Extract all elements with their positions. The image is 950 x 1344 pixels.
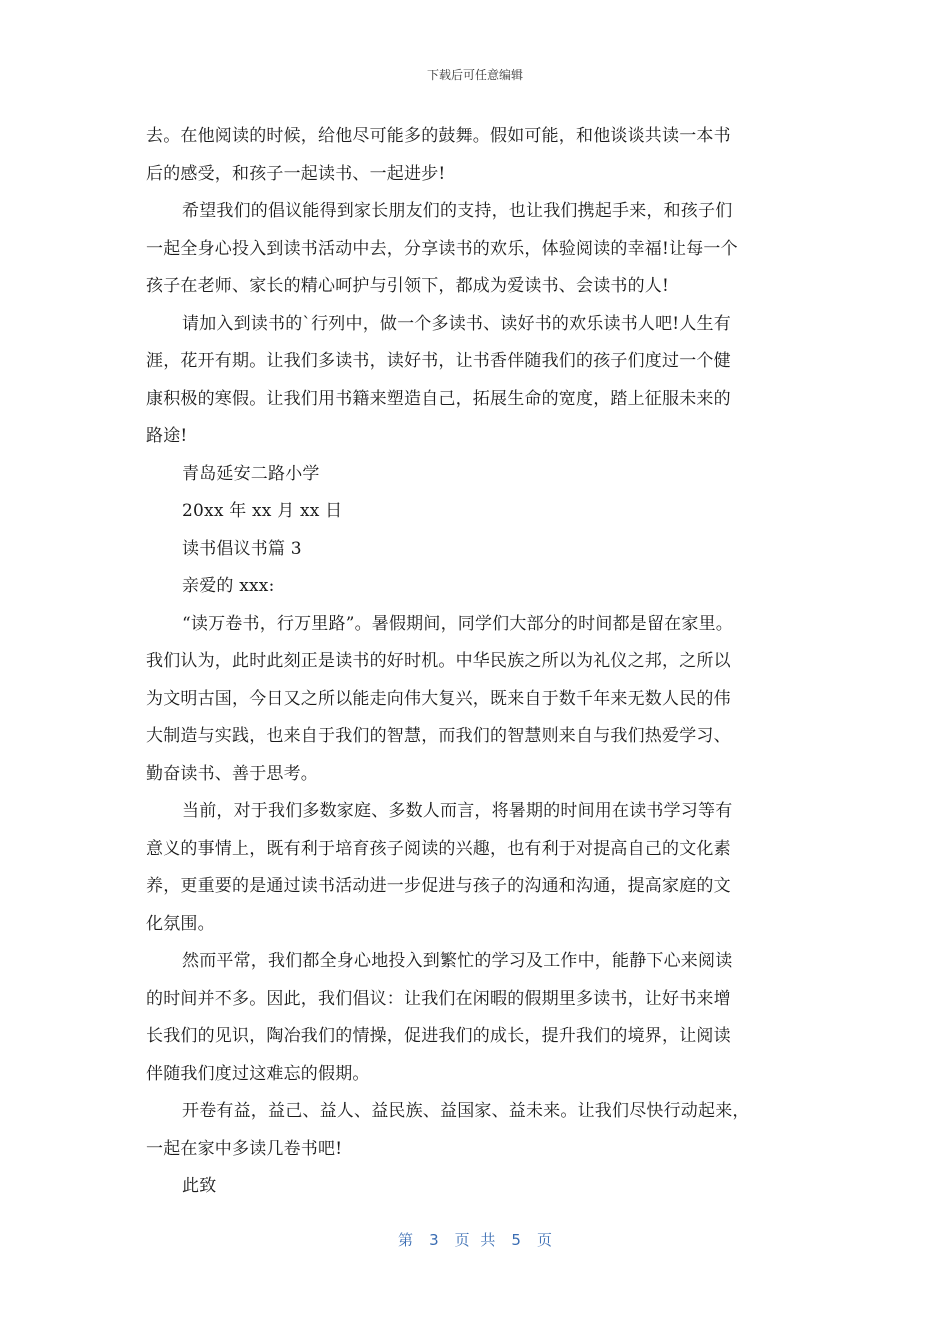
text-line: 涯，花开有期。让我们多读书，读好书，让书香伴随我们的孩子们度过一个健 — [146, 351, 731, 371]
text-line: 意义的事情上，既有利于培育孩子阅读的兴趣，也有利于对提高自己的文化素 — [146, 838, 731, 859]
paragraph-start: 然而平常，我们都全身心地投入到繁忙的学习及工作中，能静下心来阅读 — [182, 951, 733, 971]
paragraph-start: “读万卷书，行万里路”。暑假期间，同学们大部分的时间都是留在家里。 — [182, 613, 733, 634]
text-line: 长我们的见识，陶冶我们的情操，促进我们的成长，提升我们的境界，让阅读 — [146, 1026, 731, 1046]
text-line: 养，更重要的是通过读书活动进一步促进与孩子的沟通和沟通，提高家庭的文 — [146, 876, 731, 896]
text-line: 勤奋读书、善于思考。 — [146, 763, 318, 784]
paragraph-start: 当前，对于我们多数家庭、多数人而言，将暑期的时间用在读书学习等有 — [182, 801, 733, 821]
total-pages: 5 — [511, 1231, 521, 1249]
text-line: 孩子在老师、家长的精心呵护与引领下，都成为爱读书、会读书的人! — [146, 276, 670, 296]
paragraph-start: 开卷有益，益己、益人、益民族、益国家、益未来。让我们尽快行动起来， — [182, 1101, 750, 1121]
page-label: 第 — [398, 1231, 414, 1249]
signature-date: 20xx 年 xx 月 xx 日 — [182, 501, 343, 521]
text-line: 化氛围。 — [146, 913, 215, 934]
closing-salutation: 此致 — [182, 1176, 217, 1196]
document-body — [146, 118, 810, 1206]
paragraph-start: 请加入到读书的`行列中，做一个多读书、读好书的欢乐读书人吧!人生有 — [182, 313, 731, 334]
text-line: 康积极的寒假。让我们用书籍来塑造自己，拓展生命的宽度，踏上征服未来的 — [146, 388, 731, 409]
salutation: 亲爱的 xxx: — [182, 576, 275, 596]
text-line: 后的感受，和孩子一起读书、一起进步! — [146, 163, 446, 184]
text-line: 伴随我们度过这难忘的假期。 — [146, 1063, 370, 1084]
section-title: 读书倡议书篇 3 — [182, 538, 302, 559]
text-line: 大制造与实践，也来自于我们的智慧，而我们的智慧则来自与我们热爱学习、 — [146, 726, 731, 746]
text-line: 一起全身心投入到读书活动中去，分享读书的欢乐，体验阅读的幸福!让每一个 — [146, 238, 738, 259]
page-footer — [0, 1229, 950, 1250]
text-line: 为文明古国，今日又之所以能走向伟大复兴，既来自于数千年来无数人民的伟 — [146, 688, 731, 709]
page-number: 3 — [429, 1231, 439, 1249]
signature-school: 青岛延安二路小学 — [182, 463, 320, 484]
text-line: 去。在他阅读的时候，给他尽可能多的鼓舞。假如可能，和他谈谈共读一本书 — [146, 126, 731, 146]
text-line: 的时间并不多。因此，我们倡议：让我们在闲暇的假期里多读书，让好书来增 — [146, 988, 731, 1009]
text-line: 路途! — [146, 426, 188, 446]
of-label: 页 共 — [454, 1231, 496, 1249]
page-unit: 页 — [536, 1231, 552, 1249]
text-line: 一起在家中多读几卷书吧! — [146, 1138, 343, 1159]
page-header: 下载后可任意编辑 — [426, 68, 523, 82]
paragraph-start: 希望我们的倡议能得到家长朋友们的支持，也让我们携起手来，和孩子们 — [182, 201, 733, 221]
text-line: 我们认为，此时此刻正是读书的好时机。中华民族之所以为礼仪之邦，之所以 — [146, 651, 731, 671]
